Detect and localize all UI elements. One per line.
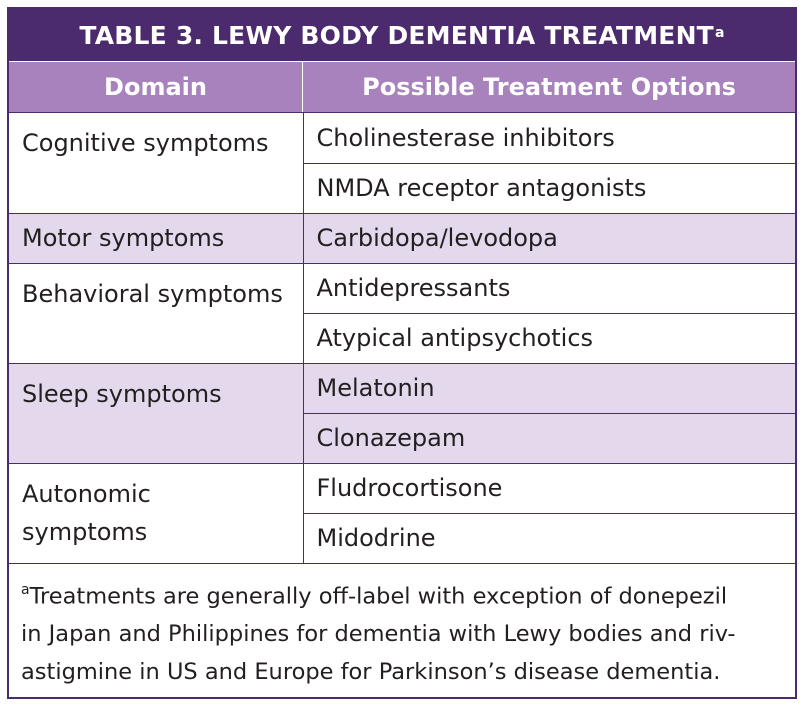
domain-line: Autonomic [22,479,151,508]
treatment-cell: Cholinesterase inhibitors [303,113,795,163]
domain-line: symptoms [22,517,148,546]
table-row [9,113,795,163]
domain-cell [9,463,303,563]
footnote-line [21,572,785,616]
table-title [9,9,795,62]
title-footnote-mark: a [714,25,725,41]
domain-cell: Cognitive symptoms [9,113,303,213]
table-title-text: TABLE 3. LEWY BODY DEMENTIA TREATMENT [79,20,714,50]
table-frame [7,7,797,699]
domain-cell: Motor symptoms [9,213,303,263]
treatment-cell: Midodrine [303,513,795,563]
footnote-line: in Japan and Philippines for dementia with Lewy bodies and riv- [21,621,736,647]
footnote-text: Treatments are generally off-label with exception of donepezil [29,583,728,609]
treatment-cell: Antidepressants [303,263,795,313]
footnote-line: astigmine in US and Europe for Parkinson’s disease dementia. [21,659,721,685]
table-header [9,62,795,113]
table-row [9,213,795,263]
header-treatment-options: Possible Treatment Options [362,73,736,101]
treatment-cell: Fludrocortisone [303,463,795,513]
footnote-mark: a [21,581,30,598]
treatment-cell: Carbidopa/levodopa [303,213,795,263]
treatment-cell: Clonazepam [303,413,795,463]
treatment-cell: Atypical antipsychotics [303,313,795,363]
table-footnote [9,564,795,692]
treatment-table [9,113,795,564]
domain-cell: Behavioral symptoms [9,263,303,363]
treatment-cell: Melatonin [303,363,795,413]
table-row [9,363,795,413]
treatment-cell: NMDA receptor antagonists [303,163,795,213]
table-row [9,463,795,513]
domain-cell: Sleep symptoms [9,363,303,463]
table-row [9,263,795,313]
header-domain: Domain [9,62,303,112]
